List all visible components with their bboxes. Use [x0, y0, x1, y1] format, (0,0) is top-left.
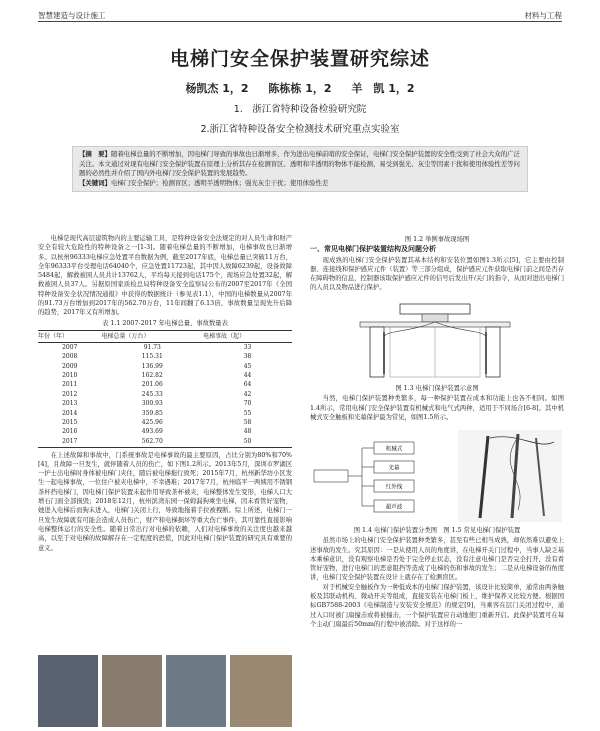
table-cell: 2014	[62, 409, 78, 417]
table-row	[38, 428, 292, 437]
keywords	[79, 179, 521, 189]
right-column-bottom	[310, 525, 564, 629]
left-column	[38, 234, 292, 553]
figure-caption: 图 1.4 电梯门保护装置分类图	[353, 527, 437, 534]
table-cell: 2008	[62, 353, 78, 361]
affiliation: 1. 浙江省特种设备检验研究院	[233, 104, 367, 115]
table-cell: 359.85	[141, 409, 163, 417]
table-cell: 38	[243, 353, 252, 361]
table-header: 年份（年）	[38, 330, 102, 342]
keywords-text: 电梯门安全保护；检测盲区；透明半透明物体；强光灰尘干扰；使用体验性差	[110, 178, 329, 187]
section-name: 材料与工程	[524, 11, 562, 20]
running-header	[38, 8, 562, 22]
right-column-top	[310, 234, 564, 293]
table-row	[38, 390, 292, 399]
journal-name: 智慧建造与设计施工	[38, 11, 106, 20]
table-cell: 245.33	[141, 390, 163, 398]
table-cell: 425.96	[141, 418, 163, 426]
figure-caption: 图 1.2 举例事故现场图	[404, 236, 470, 243]
light-curtain-photo	[458, 430, 562, 522]
table-cell: 33	[243, 343, 252, 351]
keywords-label: 【关键词】	[79, 178, 111, 187]
abstract-text: 随着电梯总量的不断增加，因电梯门导致的事故也日渐增多，作为进出电梯前哨的安全保证，电梯门安全保护装置的安全性受到了社会大众的广泛关注。本文通过对现有电梯门安全保护装置在原理上分析其存在检测盲区、透明和半透明的物体不能检测、易受到强光、灰尘等因素干扰和使用体验性差等问题的必然性并介绍了国内外电梯门安全保护装置的发展趋势。	[79, 150, 520, 178]
body-paragraph: 电梯是现代高层建筑物内的主要运输工具，是特种设备安全法规定的对人员生命和财产安全有较大危险性的特种设备之一[1-3]。随着电梯总量的不断增加，电梯事故也日渐增多。以杭州96333电梯应急处置平台数据为例，截至2017年底，电梯总量已突破11万台，全年96333平台受理电话64040个，应急处置11723起，其中因人故障6239起，设备故障5484起，解救被困人员共计13762人，平均每天接到电话175个，现场应急处置32起，解救被困人员37人。另据原国家质检总局特种设备安全监察局公布的2007至2017年《全国特种设备安全状况情况通报》中获得的数据统计（参见表1.1），中国的电梯数量从2007年的91.73万台增加到2017年的562.70万台，11年间翻了6.13倍，事故数量呈现先升后降的趋势，2017年又有所增加。	[38, 235, 292, 317]
body-paragraph: 现成熟的电梯门安全保护装置其基本结构和安装位置如图1.3所示[5]，它主要由控制器、连接线和保护感应元件（装置）等三部分组成，保护感应元件获取电梯门前之间是否存在障碍物的信息，控制器该取保护感应元件的信号后发出开/关门的指令，从而对进出电梯门的人员以及物品进行保护。	[310, 256, 564, 292]
table-cell: 42	[243, 390, 252, 398]
table-cell: 2016	[62, 428, 78, 436]
body-paragraph: 在上述故障和事故中，门系统事故是电梯事故的最主要原因，占比分别为80%和70%[4]，且故障一旦发生，就伴随着人员的伤亡，如下图1.2所示。2013年5月，深圳市罗湖区一护士出电梯时身体被电梯门夹住，随后被电梯拖行致死；2015年7月，杭州新华坊小区发生一起电梯事故，一位住户被夹电梯中，不幸遇难；2017年7月，杭州临平一两姨用不锈钢茶杯挡电梯门，因电梯门保护装置未起作用导致茶杯被夹，电梯整体发生变形，电梯人口大增石门面全部损毁；2018年12月，杭州滨湾东园一保姆漏狗乘坐电梯，因未看管好宠物，她进入电梯后而狗未进入，电梯门关闭上行，导致地拖着手拉被拽断。综上所述，电梯门一旦发生故障就有可能会造成人员伤亡，财产和电梯损坏等重大伤亡事件，其可靠性直接影响电梯整体运行的安全性。随着日常出行对电梯的依赖，人们对电梯事故的关注度也越来越高，以至于对电梯的故障解存在一定程度的恐慌，因此对电梯门保护装置的研究具有重要的意义。	[38, 451, 292, 552]
table-cell: 300.93	[141, 400, 163, 408]
abstract-box	[72, 146, 528, 192]
class-label: 红外线	[385, 484, 403, 491]
body-paragraph: 虽然市场上的电梯门安全保护装置种类繁多，甚至有些已相当成熟，却依然难以避免上述事故的发生。究其原因：一是从使用人员的角度讲，在电梯开关门过程中，当事人缺乏基本乘梯意识，没有观察电梯是否处于完全停止状态，没有注意电梯门是否完全打开，没有看管好宠物，进行电梯门的恶意阻挡等造成了电梯的伤和事故的发生；二是从电梯设备的角度讲，电梯门安全保护装置在设计上就存在了检测盲区。	[310, 537, 564, 582]
abstract-label: 【摘 要】	[79, 150, 111, 158]
table-caption: 表 1.1 2007-2017 年电梯总量、事故数量表	[102, 319, 228, 327]
door-protection-diagram	[330, 302, 540, 380]
figure-caption: 图 1.5 常见电梯门保护装置	[443, 527, 521, 534]
table-cell: 2011	[62, 381, 78, 389]
table-cell: 2017	[38, 437, 102, 447]
table-cell: 2013	[62, 400, 78, 408]
table-cell: 2007	[62, 343, 78, 351]
table-cell: 91.73	[143, 343, 161, 351]
paper-title: 电梯门安全保护装置研究综述	[169, 48, 430, 70]
table-cell: 55	[243, 409, 252, 417]
table-cell: 562.70	[102, 437, 204, 447]
table-cell: 50	[203, 437, 292, 447]
table-header: 电梯总量（万台）	[102, 330, 204, 342]
accident-photo	[102, 655, 162, 727]
accident-photo	[230, 655, 292, 727]
right-column-mid	[310, 383, 564, 422]
table-cell: 2012	[62, 390, 78, 398]
table-cell: 2015	[62, 418, 78, 426]
class-label: 光幕	[388, 465, 400, 472]
affiliation: 2.浙江省特种设备安全检测技术研究重点实验室	[200, 124, 400, 135]
table-row	[38, 437, 292, 447]
abstract	[79, 150, 521, 179]
table-row	[38, 362, 292, 371]
table-cell: 45	[243, 362, 252, 370]
table-cell: 2010	[62, 372, 78, 380]
table-cell: 201.06	[141, 381, 163, 389]
classification-diagram	[312, 438, 452, 516]
body-paragraph: 当然，电梯门保护装置种类繁多，每一种保护装置在成本和功能上也各不相同。如图1.4所示，常用电梯门安全保护装置有机械式和电气式两种，适用于不同场合[6-8]。其中机械式安全触板和光幕保护最为常见，如图1.5所示。	[310, 395, 564, 421]
table-row	[38, 343, 292, 353]
table-row	[38, 381, 292, 390]
figure-captions	[310, 526, 564, 535]
table-row	[38, 418, 292, 427]
author: 杨凯杰 1，2	[185, 82, 249, 95]
table-cell: 162.82	[141, 372, 163, 380]
body-paragraph: 对于机械安全触板作为一种低成本的电梯门保护装置，该设计比较简单，通常由两条触板及其联动机构、微动开关等组成，直接安装在电梯门板上，维护保养又比较方便。根据国标GB7588-2003《电梯制造与安装安全规范》的规定[9]，当乘客在层门关闭过程中，通过入口时被门扇撞击或将被撞击，一个保护装置应自动地使门重新开启。此保护装置可在每个主动门扇最后50mm的行程中被消除。对于这样的一	[310, 583, 564, 628]
table-cell: 48	[243, 428, 252, 436]
figure-caption: 图 1.3 电梯门保护装置示意图	[395, 385, 479, 392]
accident-photo	[38, 655, 98, 727]
section-heading: 一、常见电梯门保护装置结构及问题分析	[310, 245, 436, 254]
table-row	[38, 371, 292, 380]
author-list	[0, 80, 600, 96]
table-header: 电梯事故（起）	[203, 330, 292, 342]
table-cell: 70	[243, 400, 252, 408]
table-cell: 44	[243, 372, 252, 380]
table-cell: 493.69	[141, 428, 163, 436]
table-cell: 2009	[62, 362, 78, 370]
class-label: 机械式	[385, 446, 403, 453]
author: 羊 凯 1，2	[351, 82, 415, 95]
author: 陈栋栋 1，2	[268, 82, 332, 95]
class-label: 超声波	[385, 504, 403, 511]
table-cell: 136.99	[141, 362, 163, 370]
table-cell: 58	[243, 418, 252, 426]
accident-photo	[166, 655, 226, 727]
elevator-stats-table	[38, 330, 292, 448]
table-row	[38, 353, 292, 362]
table-cell: 64	[243, 381, 252, 389]
table-cell: 115.31	[141, 353, 163, 361]
table-row	[38, 400, 292, 409]
table-row	[38, 409, 292, 418]
